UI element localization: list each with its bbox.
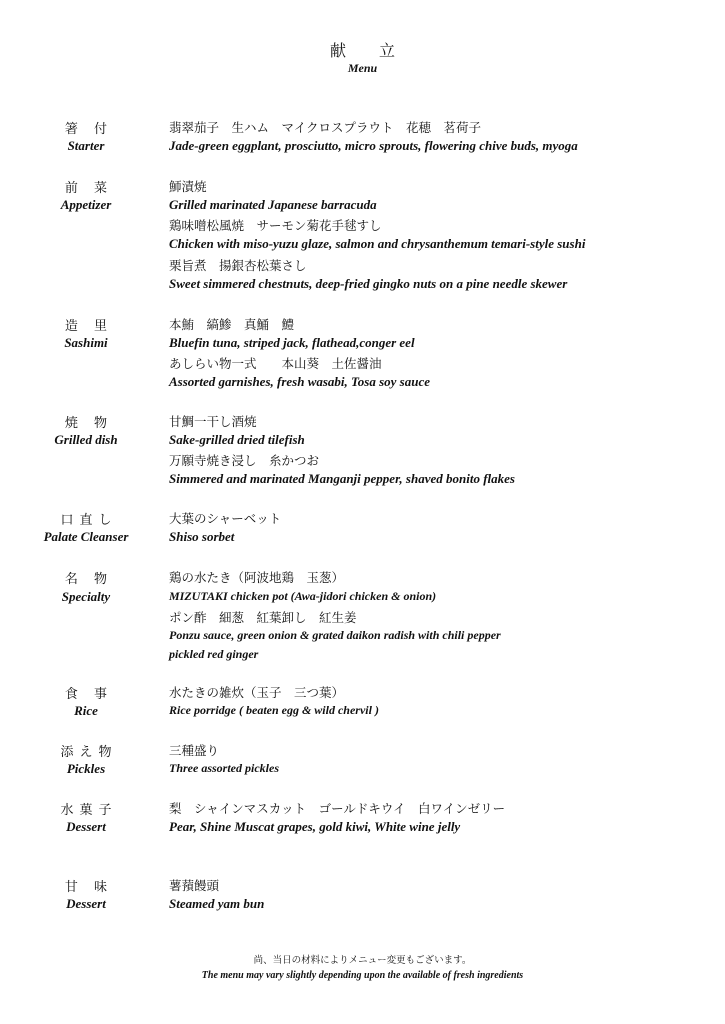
course-category-en: Sashimi bbox=[64, 335, 108, 350]
course-category-ja: 甘 味 bbox=[64, 880, 114, 895]
dish-line-en: Three assorted pickles bbox=[169, 761, 279, 775]
dish-line-en: MIZUTAKI chicken pot (Awa-jidori chicken & onion) bbox=[169, 589, 437, 603]
dish-line-ja: 鶏味噌松風焼 サーモン菊花手毬すし bbox=[169, 218, 382, 233]
dish-line-en: Chicken with miso-yuzu glaze, salmon and chrysanthemum temari-style sushi bbox=[169, 236, 586, 251]
course-category-en: Dessert bbox=[66, 896, 106, 911]
dish-line-en: Assorted garnishes, fresh wasabi, Tosa soy sauce bbox=[169, 374, 431, 389]
course-category-en: Starter bbox=[67, 138, 105, 153]
course-category-ja: 造 里 bbox=[64, 319, 114, 334]
course-category-en: Dessert bbox=[66, 819, 106, 834]
dish-line-ja: 三種盛り bbox=[169, 743, 220, 758]
dish-line-ja: 万願寺焼き浸し 糸かつお bbox=[169, 453, 320, 468]
course-category-ja: 口直し bbox=[60, 513, 118, 528]
dish-line-en: Shiso sorbet bbox=[169, 529, 235, 544]
footer-note-en: The menu may vary slightly depending upon the available of fresh ingredients bbox=[201, 970, 524, 981]
dish-line-ja: 鶏の水たき（阿波地鶏 玉葱） bbox=[169, 570, 345, 585]
course-category-en: Palate Cleanser bbox=[43, 529, 129, 544]
dish-line-en: Bluefin tuna, striped jack, flathead,conger eel bbox=[169, 335, 415, 350]
course-category-ja: 水菓子 bbox=[60, 803, 118, 818]
dish-line-ja: 甘鯛一干し酒焼 bbox=[169, 414, 257, 429]
dish-line-ja: 魳漬焼 bbox=[169, 179, 207, 194]
dish-line-en: Pear, Shine Muscat grapes, gold kiwi, White wine jelly bbox=[169, 819, 461, 834]
dish-line-en: Steamed yam bun bbox=[169, 896, 265, 911]
dish-line-en: Jade-green eggplant, prosciutto, micro sprouts, flowering chive buds, myoga bbox=[169, 138, 578, 153]
dish-line-ja: 翡翠茄子 生ハム マイクロスプラウト 花穂 茗荷子 bbox=[169, 120, 482, 135]
course-category-en: Pickles bbox=[66, 761, 106, 776]
course-category-en: Appetizer bbox=[60, 197, 112, 212]
dish-line-ja: あしらい物一式 本山葵 土佐醤油 bbox=[169, 356, 382, 371]
course-category-ja: 前 菜 bbox=[64, 181, 114, 196]
dish-line-en: Ponzu sauce, green onion & grated daikon radish with chili pepper bbox=[169, 628, 501, 642]
dish-line-en: Simmered and marinated Manganji pepper, shaved bonito flakes bbox=[169, 471, 515, 486]
dish-line-ja: 梨 シャインマスカット ゴールドキウイ 白ワインゼリー bbox=[169, 801, 506, 816]
page-title: 献 立 bbox=[329, 41, 410, 60]
course-category-en: Specialty bbox=[61, 589, 111, 604]
course-category-ja: 名 物 bbox=[64, 572, 114, 587]
dish-line-ja: 大葉のシャーベット bbox=[169, 511, 282, 526]
dish-line-ja: 本鮪 縞鯵 真鯒 鱧 bbox=[169, 317, 295, 332]
dish-line-en: Grilled marinated Japanese barracuda bbox=[169, 197, 377, 212]
dish-line-ja: 水たきの雑炊（玉子 三つ葉） bbox=[169, 685, 345, 700]
course-category-ja: 添え物 bbox=[60, 745, 118, 760]
dish-line-ja: 薯蕷饅頭 bbox=[169, 878, 220, 893]
course-category-en: Grilled dish bbox=[54, 432, 118, 447]
dish-line-en: pickled red ginger bbox=[169, 647, 259, 661]
footer-note-ja: 尚、当日の材料によりメニュー変更もございます。 bbox=[253, 955, 472, 966]
dish-line-ja: ポン酢 細葱 紅葉卸し 紅生姜 bbox=[169, 610, 357, 625]
course-category-ja: 焼 物 bbox=[64, 416, 114, 431]
dish-line-en: Rice porridge ( beaten egg & wild chervil ) bbox=[169, 703, 379, 717]
dish-line-en: Sweet simmered chestnuts, deep-fried gingko nuts on a pine needle skewer bbox=[169, 276, 568, 291]
course-category-en: Rice bbox=[74, 703, 98, 718]
course-category-ja: 箸 付 bbox=[64, 122, 114, 137]
course-category-ja: 食 事 bbox=[64, 687, 114, 702]
page-subtitle: Menu bbox=[347, 61, 378, 75]
dish-line-en: Sake-grilled dried tilefish bbox=[169, 432, 305, 447]
dish-line-ja: 栗旨煮 揚銀杏松葉さし bbox=[169, 258, 307, 273]
